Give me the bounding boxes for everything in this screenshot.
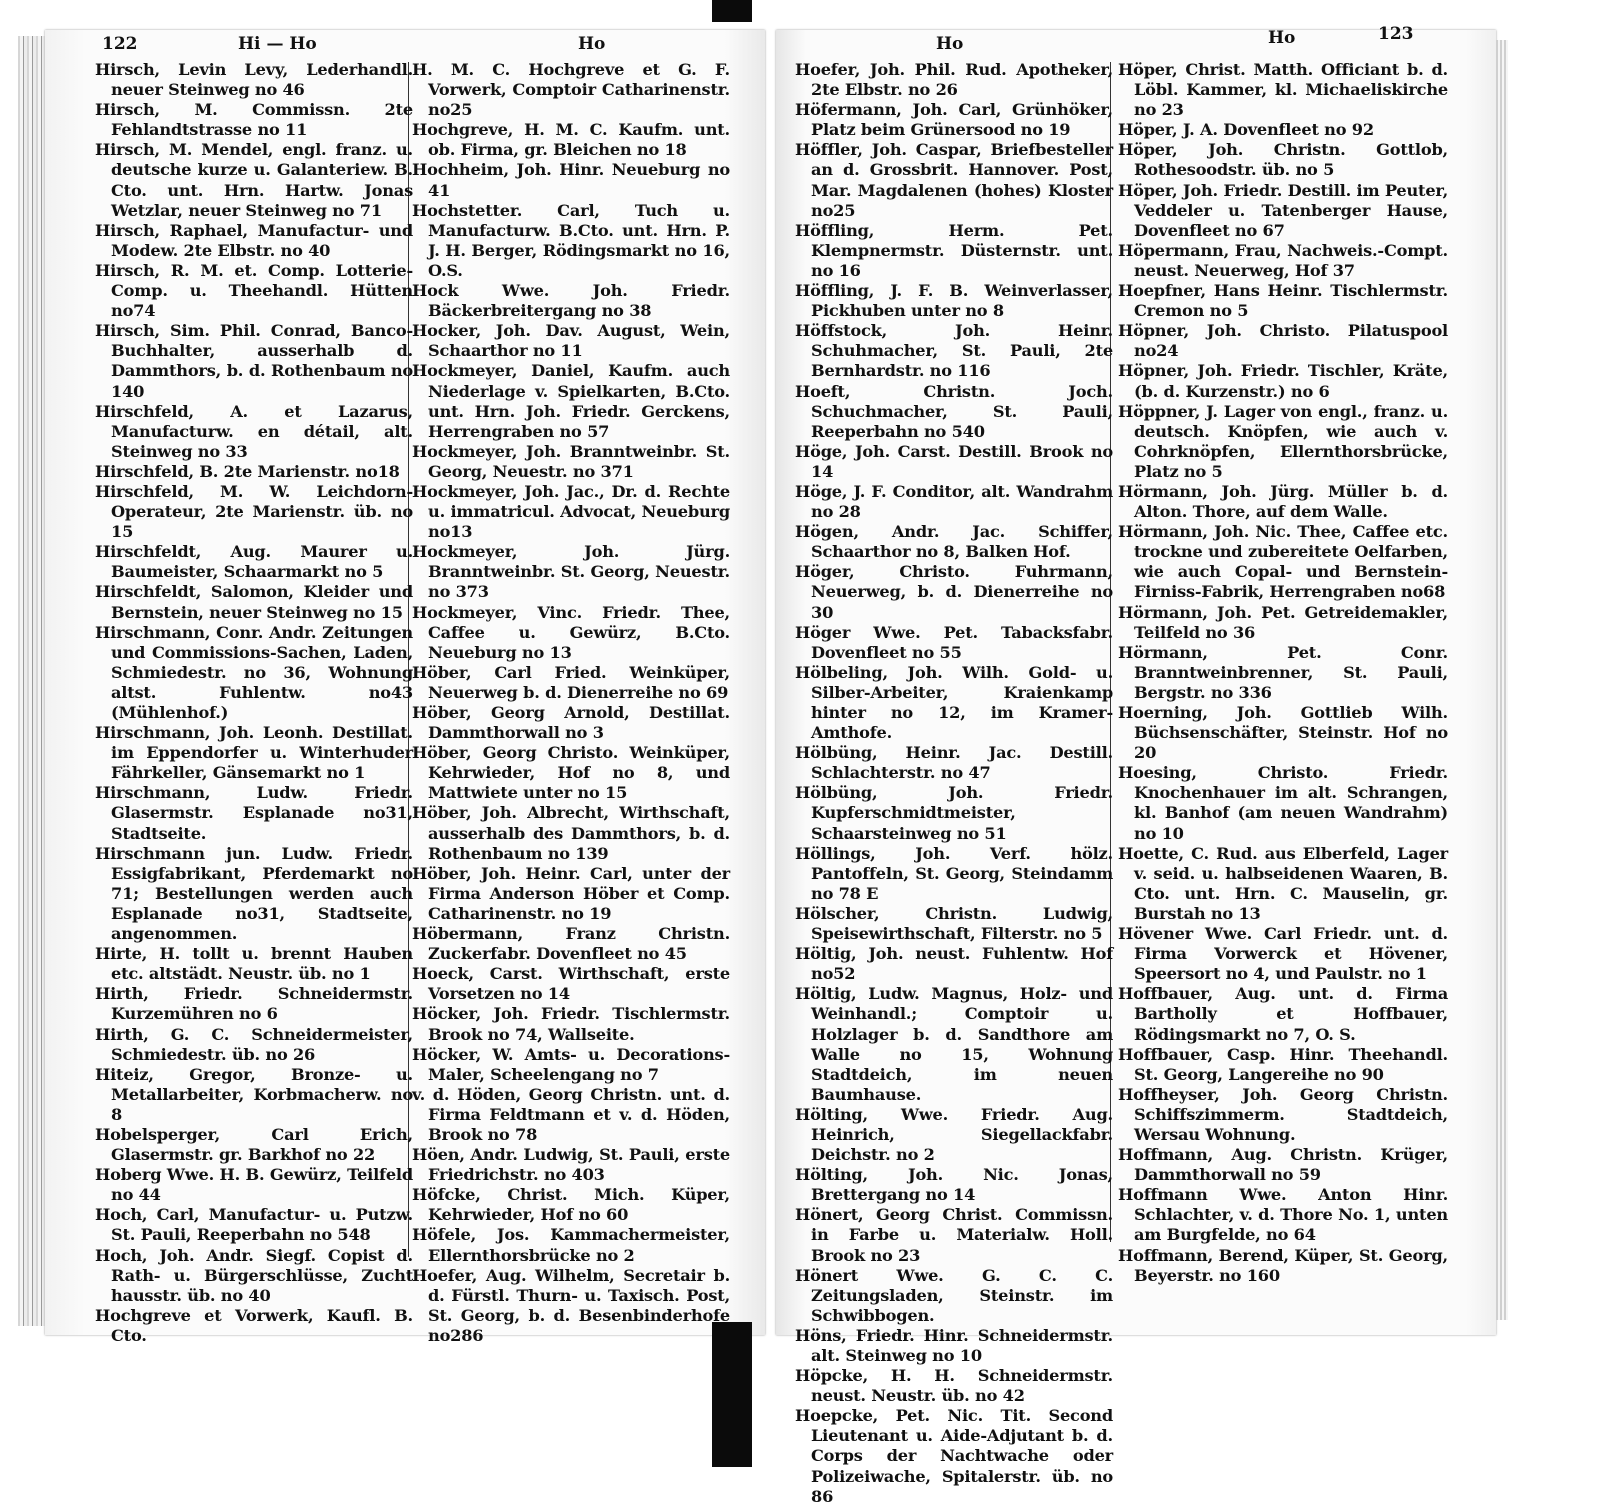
directory-entry: Höge, Joh. Carst. Destill. Brook no 14: [795, 441, 1113, 481]
directory-entry: Höge, J. F. Conditor, alt. Wandrahm no 28: [795, 481, 1113, 522]
directory-entry: Höppner, J. Lager von engl., franz. u. deutsch. Knöpfen, wie auch v. Cohrknöpfen, Ellernthorsbrücke, Platz no 5: [1118, 401, 1448, 481]
directory-entry: Hörmann, Joh. Pet. Getreidemakler, Teilfeld no 36: [1118, 602, 1448, 642]
directory-entry: Hoepcke, Pet. Nic. Tit. Second Lieutenant u. Aide-Adjutant b. d. Corps der Nachtwache oder Polizeiwache, Spitalerstr. üb. no 86: [795, 1406, 1113, 1506]
directory-column-1: [95, 60, 413, 1346]
directory-entry: Hirth, Friedr. Schneidermstr. Kurzemühren no 6: [95, 984, 413, 1024]
directory-entry: Hoeck, Carst. Wirthschaft, erste Vorsetzen no 14: [412, 964, 730, 1004]
directory-entry: Hirth, G. C. Schneidermeister, Schmiedestr. üb. no 26: [95, 1024, 413, 1064]
directory-entry: Höfermann, Joh. Carl, Grünhöker, Platz beim Grünersood no 19: [795, 100, 1113, 140]
directory-entry: Hoffmann Wwe. Anton Hinr. Schlachter, v. d. Thore No. 1, unten am Burgfelde, no 64: [1118, 1185, 1448, 1245]
directory-entry: Hockmeyer, Vinc. Friedr. Thee, Caffee u. Gewürz, B.Cto. Neueburg no 13: [412, 602, 730, 662]
directory-entry: Hoepfner, Hans Heinr. Tischlermstr. Cremon no 5: [1118, 281, 1448, 321]
directory-entry: Höper, Christ. Matth. Officiant b. d. Löbl. Kammer, kl. Michaeliskirche no 23: [1118, 60, 1448, 120]
directory-entry: Hoffmann, Berend, Küper, St. Georg, Beyerstr. no 160: [1118, 1245, 1448, 1285]
directory-entry: Höpermann, Frau, Nachweis.-Compt. neust. Neuerweg, Hof 37: [1118, 240, 1448, 280]
directory-entry: Hoeft, Christn. Joch. Schuchmacher, St. Pauli, Reeperbahn no 540: [795, 381, 1113, 441]
directory-entry: Höns, Friedr. Hinr. Schneidermstr. alt. Steinweg no 10: [795, 1325, 1113, 1365]
directory-entry: Hoefer, Aug. Wilhelm, Secretair b. d. Fürstl. Thurn- u. Taxisch. Post, St. Georg, b. d. Besenbinderhofe no286: [412, 1265, 730, 1345]
directory-entry: Hirschfeld, B. 2te Marienstr. no18: [95, 461, 400, 481]
directory-entry: Höber, Georg Christo. Weinküper, Kehrwieder, Hof no 8, und Mattwiete unter no 15: [412, 743, 730, 803]
directory-entry: Höper, J. A. Dovenfleet no 92: [1118, 120, 1374, 140]
directory-entry: Höpcke, H. H. Schneidermstr. neust. Neustr. üb. no 42: [795, 1366, 1113, 1406]
directory-entry: Hoette, C. Rud. aus Elberfeld, Lager v. seid. u. halbseidenen Waaren, B. Cto. unt. Hrn. C. Mauselin, gr. Burstah no 13: [1118, 843, 1448, 923]
directory-entry: Hoffbauer, Aug. unt. d. Firma Bartholly et Hoffbauer, Rödingsmarkt no 7, O. S.: [1118, 984, 1448, 1044]
directory-entry: Hiteiz, Gregor, Bronze- u. Metallarbeiter, Korbmacherw. no 8: [95, 1064, 413, 1124]
directory-entry: Hoberg Wwe. H. B. Gewürz, Teilfeld no 44: [95, 1165, 413, 1205]
directory-entry: Hirschmann, Conr. Andr. Zeitungen und Commissions-Sachen, Laden, Schmiedestr. no 36, Wohnung altst. Fuhlentw. no43 (Mühlenhof.): [95, 622, 413, 722]
directory-entry: Hirte, H. tollt u. brennt Hauben etc. altstädt. Neustr. üb. no 1: [95, 944, 413, 984]
directory-entry: Höger, Christo. Fuhrmann, Neuerweg, b. d. Dienerreihe no 30: [795, 562, 1113, 622]
directory-entry: Höltig, Joh. neust. Fuhlentw. Hof no52: [795, 944, 1113, 984]
left-page-number: 122: [102, 34, 138, 54]
directory-entry: Höber, Joh. Heinr. Carl, unter der Firma Anderson Höber et Comp. Catharinenstr. no 19: [412, 863, 730, 923]
directory-entry: Höpner, Joh. Friedr. Tischler, Kräte, (b. d. Kurzenstr.) no 6: [1118, 361, 1448, 401]
directory-entry: Hoffheyser, Joh. Georg Christn. Schiffszimmerm. Stadtdeich, Wersau Wohnung.: [1118, 1084, 1448, 1144]
left-col2-head: Ho: [578, 34, 606, 54]
directory-entry: Höpner, Joh. Christo. Pilatuspool no24: [1118, 321, 1448, 361]
directory-entry: Hockmeyer, Joh. Branntweinbr. St. Georg, Neuestr. no 371: [412, 441, 730, 481]
directory-entry: Hirschfeld, A. et Lazarus, Manufacturw. en détail, alt. Steinweg no 33: [95, 401, 413, 461]
directory-entry: Hock Wwe. Joh. Friedr. Bäckerbreitergang no 38: [412, 281, 730, 321]
directory-entry: Hirsch, M. Mendel, engl. franz. u. deutsche kurze u. Galanteriew. B. Cto. unt. Hrn. Hartw. Jonas Wetzlar, neuer Steinweg no 71: [95, 140, 413, 220]
directory-entry: Hirsch, Levin Levy, Lederhandl. neuer Steinweg no 46: [95, 60, 413, 100]
directory-entry: Hoefer, Joh. Phil. Rud. Apotheker, 2te Elbstr. no 26: [795, 60, 1113, 100]
directory-entry: Hochgreve, H. M. C. Kaufm. unt. ob. Firma, gr. Bleichen no 18: [412, 120, 730, 160]
directory-entry: Hörmann, Joh. Jürg. Müller b. d. Alton. Thore, auf dem Walle.: [1118, 481, 1448, 522]
directory-entry: Hirsch, Raphael, Manufactur- und Modew. 2te Elbstr. no 40: [95, 220, 413, 260]
directory-entry: Hoch, Carl, Manufactur- u. Putzw. St. Pauli, Reeperbahn no 548: [95, 1205, 413, 1245]
directory-entry: Hockmeyer, Joh. Jac., Dr. d. Rechte u. immatricul. Advocat, Neueburg no13: [412, 481, 731, 542]
directory-entry: Höcker, W. Amts- u. Decorations-Maler, Scheelengang no 7: [412, 1044, 730, 1084]
directory-entry: Höen, Andr. Ludwig, St. Pauli, erste Friedrichstr. no 403: [412, 1145, 730, 1185]
directory-entry: Hölbeling, Joh. Wilh. Gold- u. Silber-Arbeiter, Kraienkamp hinter no 12, im Kramer-Amthofe.: [795, 662, 1113, 743]
right-page-stack-edge: [1496, 40, 1508, 1320]
directory-entry: Hockmeyer, Daniel, Kaufm. auch Niederlage v. Spielkarten, B.Cto. unt. Hrn. Joh. Friedr. Gerckens, Herrengraben no 57: [412, 361, 730, 441]
directory-entry: Hoffmann, Aug. Christn. Krüger, Dammthorwall no 59: [1118, 1145, 1448, 1185]
directory-entry: Höffling, J. F. B. Weinverlasser, Pickhuben unter no 8: [795, 281, 1113, 321]
directory-entry: Hoffbauer, Casp. Hinr. Theehandl. St. Georg, Langereihe no 90: [1118, 1044, 1448, 1084]
directory-entry: Hölting, Wwe. Friedr. Aug. Heinrich, Siegellackfabr. Deichstr. no 2: [795, 1104, 1113, 1165]
directory-entry: Höbermann, Franz Christn. Zuckerfabr. Dovenfleet no 45: [412, 924, 730, 964]
directory-entry: Hölbüng, Joh. Friedr. Kupferschmidtmeister, Schaarsteinweg no 51: [795, 783, 1113, 843]
directory-entry: H. M. C. Hochgreve et G. F. Vorwerk, Comptoir Catharinenstr. no25: [412, 60, 730, 120]
directory-entry: Hoerning, Joh. Gottlieb Wilh. Büchsenschäfter, Steinstr. Hof no 20: [1118, 703, 1448, 763]
directory-entry: Hönert, Georg Christ. Commissn. in Farbe u. Materialw. Holl. Brook no 23: [795, 1205, 1113, 1265]
directory-entry: Höffstock, Joh. Heinr. Schuhmacher, St. Pauli, 2te Bernhardstr. no 116: [795, 321, 1113, 381]
directory-entry: Hörmann, Pet. Conr. Branntweinbrenner, St. Pauli, Bergstr. no 336: [1118, 642, 1448, 702]
directory-entry: Hölscher, Christn. Ludwig, Speisewirthschaft, Filterstr. no 5: [795, 903, 1113, 944]
binding-bar-top: [712, 0, 752, 22]
directory-entry: Hölting, Joh. Nic. Jonas, Brettergang no 14: [795, 1165, 1113, 1205]
directory-entry: Hirschfeldt, Salomon, Kleider und Bernstein, neuer Steinweg no 15: [95, 582, 413, 622]
directory-column-3: [795, 60, 1113, 1507]
directory-column-4: [1118, 60, 1448, 1286]
directory-entry: Hölbüng, Heinr. Jac. Destill. Schlachterstr. no 47: [795, 743, 1113, 783]
directory-entry: Höper, Joh. Christn. Gottlob, Rothesoodstr. üb. no 5: [1118, 140, 1448, 180]
directory-entry: Hirsch, R. M. et. Comp. Lotterie-Comp. u. Theehandl. Hütten no74: [95, 260, 413, 321]
directory-entry: Höffler, Joh. Caspar, Briefbesteller an d. Grossbrit. Hannover. Post, Mar. Magdalenen (hohes) Kloster no25: [795, 140, 1113, 220]
directory-entry: Hoch, Joh. Andr. Siegf. Copist d. Rath- u. Bürgerschlüsse, Zucht hausstr. üb. no 40: [95, 1245, 413, 1305]
directory-entry: Hirschfeld, M. W. Leichdorn-Operateur, 2te Marienstr. üb. no 15: [95, 481, 413, 542]
directory-entry: Hirschmann, Ludw. Friedr. Glasermstr. Esplanade no31, Stadtseite.: [95, 783, 413, 843]
directory-entry: Hobelsperger, Carl Erich, Glasermstr. gr. Barkhof no 22: [95, 1124, 413, 1165]
directory-entry: Höcker, Joh. Friedr. Tischlermstr. Brook no 74, Wallseite.: [412, 1004, 730, 1044]
directory-entry: Höber, Joh. Albrecht, Wirthschaft, ausserhalb des Dammthors, b. d. Rothenbaum no 139: [412, 803, 730, 863]
directory-entry: Höfcke, Christ. Mich. Küper, Kehrwieder, Hof no 60: [412, 1185, 730, 1225]
left-running-head: Hi — Ho: [238, 34, 317, 54]
directory-entry: Hirschfeldt, Aug. Maurer u. Baumeister, Schaarmarkt no 5: [95, 542, 413, 582]
directory-entry: Hövener Wwe. Carl Friedr. unt. d. Firma Vorwerck et Hövener, Speersort no 4, und Paulstr. no 1: [1118, 924, 1448, 984]
directory-entry: Höber, Carl Fried. Weinküper, Neuerweg b. d. Dienerreihe no 69: [412, 662, 730, 702]
directory-entry: Hönert Wwe. G. C. C. Zeitungsladen, Steinstr. im Schwibbogen.: [795, 1265, 1113, 1325]
directory-entry: Höber, Georg Arnold, Destillat. Dammthorwall no 3: [412, 703, 730, 743]
directory-entry: Höfele, Jos. Kammachermeister, Ellernthorsbrücke no 2: [412, 1225, 730, 1265]
directory-entry: Högen, Andr. Jac. Schiffer, Schaarthor no 8, Balken Hof.: [795, 522, 1113, 562]
directory-entry: v. d. Höden, Georg Christn. unt. d. Firma Feldtmann et v. d. Höden, Brook no 78: [412, 1084, 730, 1144]
directory-entry: Höffling, Herm. Pet. Klempnermstr. Düsternstr. unt. no 16: [795, 220, 1113, 280]
directory-entry: Hirsch, M. Commissn. 2te Fehlandtstrasse no 11: [95, 100, 413, 140]
directory-entry: Hochstetter. Carl, Tuch u. Manufacturw. B.Cto. unt. Hrn. P. J. H. Berger, Rödingsmarkt no 16, O.S.: [412, 200, 730, 280]
directory-entry: Höltig, Ludw. Magnus, Holz- und Weinhandl.; Comptoir u. Holzlager b. d. Sandthore am Walle no 15, Wohnung Stadtdeich, im neuen Baumhause.: [795, 984, 1113, 1104]
directory-entry: Hochheim, Joh. Hinr. Neueburg no 41: [412, 160, 730, 200]
right-page-number: 123: [1378, 24, 1414, 44]
directory-entry: Hirschmann jun. Ludw. Friedr. Essigfabrikant, Pferdemarkt no 71; Bestellungen werden auch Esplanade no31, Stadtseite, angenommen.: [95, 843, 413, 944]
right-col1-head: Ho: [936, 34, 964, 54]
directory-entry: Hörmann, Joh. Nic. Thee, Caffee etc. trockne und zubereitete Oelfarben, wie auch Copal- und Bernstein-Firniss-Fabrik, Herrengraben no68: [1118, 522, 1448, 602]
right-col2-head: Ho: [1268, 28, 1296, 48]
directory-entry: Höger Wwe. Pet. Tabacksfabr. Dovenfleet no 55: [795, 622, 1113, 662]
directory-column-2: [412, 60, 730, 1346]
directory-entry: Hoesing, Christo. Friedr. Knochenhauer im alt. Schrangen, kl. Banhof (am neuen Wandrahm) no 10: [1118, 763, 1448, 843]
directory-entry: Hirschmann, Joh. Leonh. Destillat. im Eppendorfer u. Winterhuder Fährkeller, Gänsemarkt no 1: [95, 723, 413, 783]
directory-entry: Höper, Joh. Friedr. Destill. im Peuter, Veddeler u. Tatenberger Hause, Dovenfleet no 67: [1118, 180, 1448, 240]
directory-entry: Hirsch, Sim. Phil. Conrad, Banco-Buchhalter, ausserhalb d. Dammthors, b. d. Rothenbaum no 140: [95, 321, 413, 401]
directory-entry: Höllings, Joh. Verf. hölz. Pantoffeln, St. Georg, Steindamm no 78 E: [795, 843, 1113, 903]
directory-entry: Hochgreve et Vorwerk, Kaufl. B. Cto.: [95, 1305, 413, 1345]
directory-entry: Hockmeyer, Joh. Jürg. Branntweinbr. St. Georg, Neuestr. no 373: [412, 542, 730, 602]
directory-entry: Hocker, Joh. Dav. August, Wein, Schaarthor no 11: [412, 321, 730, 361]
